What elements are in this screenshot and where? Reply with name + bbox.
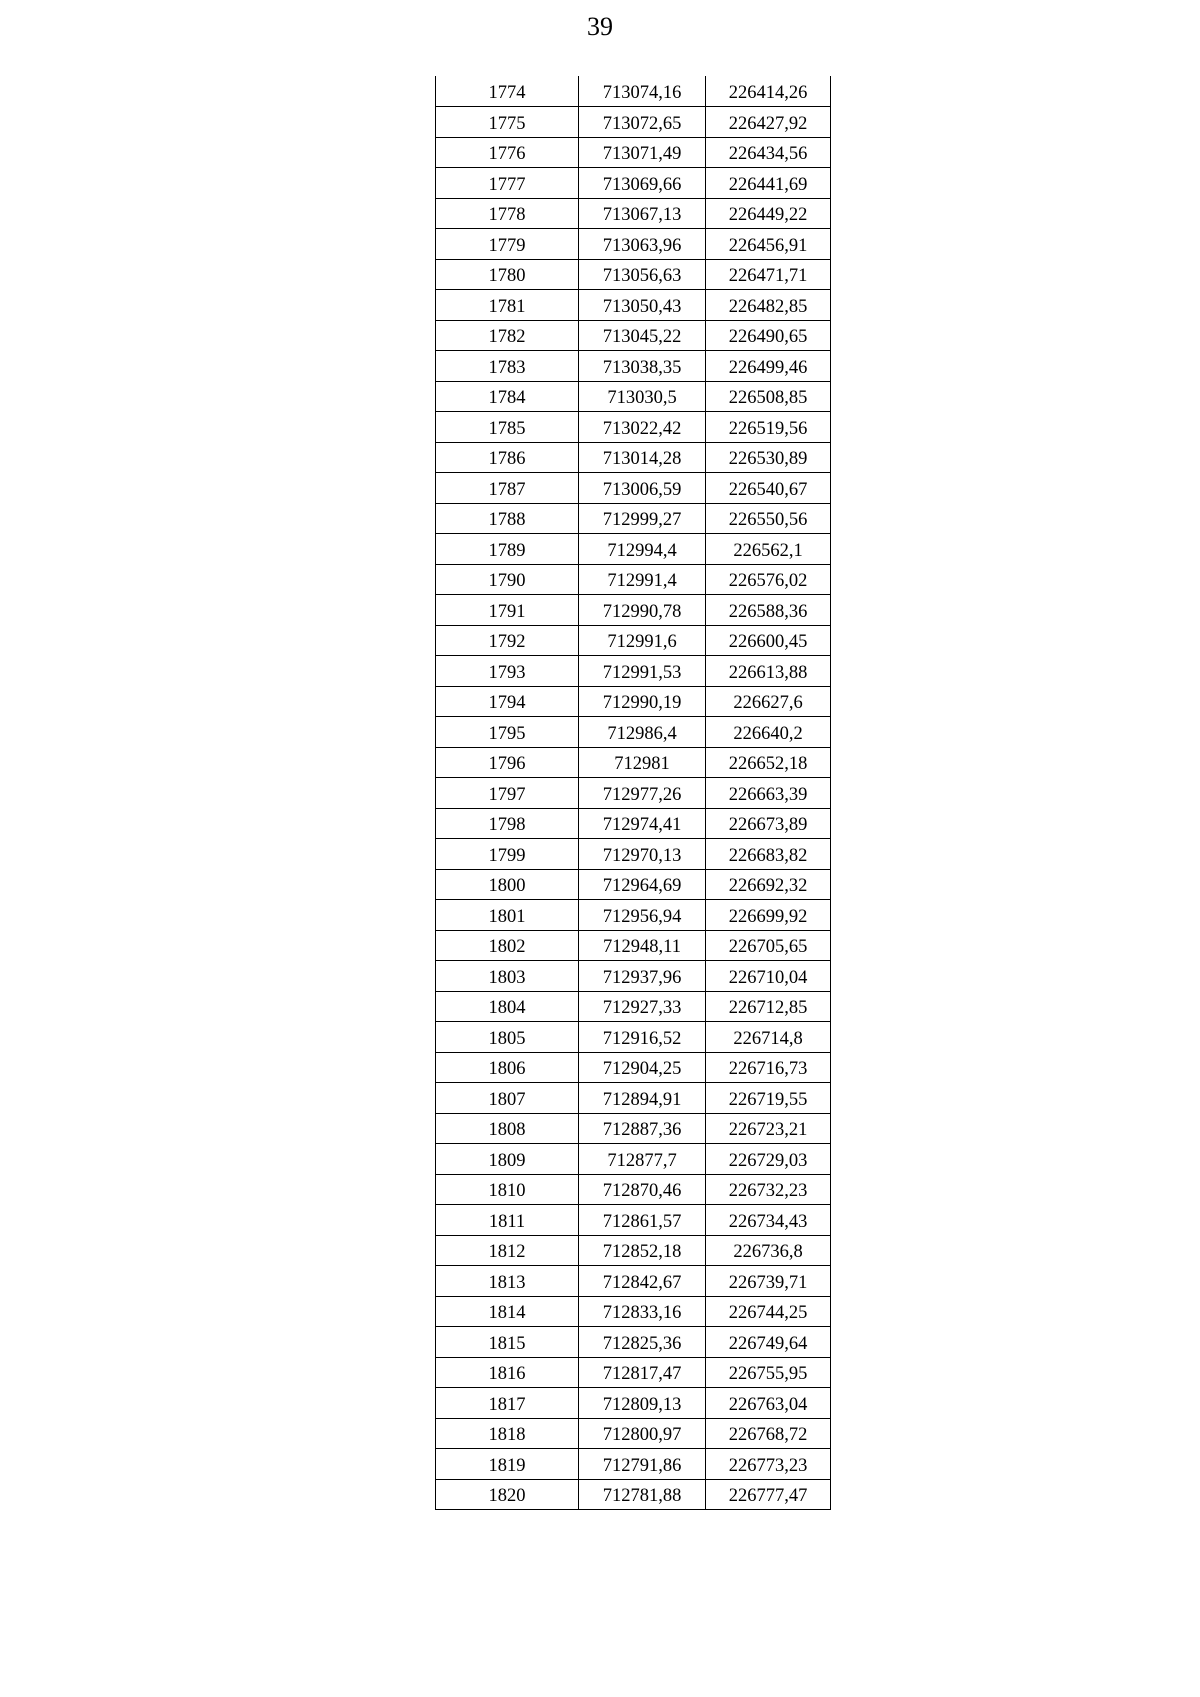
y-coordinate-cell: 226710,04 — [706, 961, 831, 992]
point-number-cell: 1811 — [436, 1205, 579, 1236]
x-coordinate-cell: 712990,19 — [579, 686, 706, 717]
table-row — [436, 1144, 831, 1175]
table-row — [436, 381, 831, 412]
point-number-cell: 1801 — [436, 900, 579, 931]
point-number-cell: 1815 — [436, 1327, 579, 1358]
table-row — [436, 595, 831, 626]
point-number-cell: 1805 — [436, 1022, 579, 1053]
table-row — [436, 1388, 831, 1419]
table-row — [436, 930, 831, 961]
y-coordinate-cell: 226673,89 — [706, 808, 831, 839]
x-coordinate-cell: 712991,53 — [579, 656, 706, 687]
x-coordinate-cell: 713030,5 — [579, 381, 706, 412]
table-row — [436, 1357, 831, 1388]
x-coordinate-cell: 712870,46 — [579, 1174, 706, 1205]
x-coordinate-cell: 712990,78 — [579, 595, 706, 626]
table-row — [436, 503, 831, 534]
table-row — [436, 76, 831, 107]
x-coordinate-cell: 712999,27 — [579, 503, 706, 534]
table-row — [436, 534, 831, 565]
y-coordinate-cell: 226755,95 — [706, 1357, 831, 1388]
x-coordinate-cell: 712927,33 — [579, 991, 706, 1022]
point-number-cell: 1809 — [436, 1144, 579, 1175]
x-coordinate-cell: 712877,7 — [579, 1144, 706, 1175]
y-coordinate-cell: 226712,85 — [706, 991, 831, 1022]
x-coordinate-cell: 713072,65 — [579, 107, 706, 138]
x-coordinate-cell: 712964,69 — [579, 869, 706, 900]
y-coordinate-cell: 226600,45 — [706, 625, 831, 656]
y-coordinate-cell: 226723,21 — [706, 1113, 831, 1144]
y-coordinate-cell: 226732,23 — [706, 1174, 831, 1205]
point-number-cell: 1787 — [436, 473, 579, 504]
table-row — [436, 198, 831, 229]
x-coordinate-cell: 712842,67 — [579, 1266, 706, 1297]
y-coordinate-cell: 226456,91 — [706, 229, 831, 260]
point-number-cell: 1819 — [436, 1449, 579, 1480]
x-coordinate-cell: 712809,13 — [579, 1388, 706, 1419]
y-coordinate-cell: 226683,82 — [706, 839, 831, 870]
table-row — [436, 320, 831, 351]
x-coordinate-cell: 712887,36 — [579, 1113, 706, 1144]
point-number-cell: 1786 — [436, 442, 579, 473]
y-coordinate-cell: 226434,56 — [706, 137, 831, 168]
y-coordinate-cell: 226540,67 — [706, 473, 831, 504]
y-coordinate-cell: 226719,55 — [706, 1083, 831, 1114]
table-row — [436, 564, 831, 595]
y-coordinate-cell: 226499,46 — [706, 351, 831, 382]
x-coordinate-cell: 712861,57 — [579, 1205, 706, 1236]
point-number-cell: 1794 — [436, 686, 579, 717]
table-row — [436, 1174, 831, 1205]
y-coordinate-cell: 226652,18 — [706, 747, 831, 778]
point-number-cell: 1789 — [436, 534, 579, 565]
x-coordinate-cell: 712781,88 — [579, 1479, 706, 1510]
table-row — [436, 1449, 831, 1480]
y-coordinate-cell: 226773,23 — [706, 1449, 831, 1480]
y-coordinate-cell: 226613,88 — [706, 656, 831, 687]
y-coordinate-cell: 226576,02 — [706, 564, 831, 595]
y-coordinate-cell: 226627,6 — [706, 686, 831, 717]
point-number-cell: 1777 — [436, 168, 579, 199]
coordinates-table-body — [436, 76, 831, 1510]
point-number-cell: 1802 — [436, 930, 579, 961]
y-coordinate-cell: 226449,22 — [706, 198, 831, 229]
x-coordinate-cell: 712894,91 — [579, 1083, 706, 1114]
point-number-cell: 1797 — [436, 778, 579, 809]
table-row — [436, 351, 831, 382]
table-row — [436, 961, 831, 992]
table-row — [436, 1022, 831, 1053]
table-row — [436, 717, 831, 748]
x-coordinate-cell: 712970,13 — [579, 839, 706, 870]
point-number-cell: 1792 — [436, 625, 579, 656]
x-coordinate-cell: 713022,42 — [579, 412, 706, 443]
table-row — [436, 229, 831, 260]
table-row — [436, 869, 831, 900]
x-coordinate-cell: 713056,63 — [579, 259, 706, 290]
table-row — [436, 1418, 831, 1449]
point-number-cell: 1796 — [436, 747, 579, 778]
table-row — [436, 991, 831, 1022]
y-coordinate-cell: 226734,43 — [706, 1205, 831, 1236]
y-coordinate-cell: 226699,92 — [706, 900, 831, 931]
point-number-cell: 1788 — [436, 503, 579, 534]
x-coordinate-cell: 712991,4 — [579, 564, 706, 595]
y-coordinate-cell: 226519,56 — [706, 412, 831, 443]
table-row — [436, 107, 831, 138]
y-coordinate-cell: 226768,72 — [706, 1418, 831, 1449]
x-coordinate-cell: 713038,35 — [579, 351, 706, 382]
x-coordinate-cell: 712948,11 — [579, 930, 706, 961]
x-coordinate-cell: 712994,4 — [579, 534, 706, 565]
y-coordinate-cell: 226763,04 — [706, 1388, 831, 1419]
y-coordinate-cell: 226705,65 — [706, 930, 831, 961]
x-coordinate-cell: 712986,4 — [579, 717, 706, 748]
table-row — [436, 900, 831, 931]
y-coordinate-cell: 226663,39 — [706, 778, 831, 809]
y-coordinate-cell: 226744,25 — [706, 1296, 831, 1327]
table-row — [436, 290, 831, 321]
x-coordinate-cell: 712852,18 — [579, 1235, 706, 1266]
x-coordinate-cell: 712833,16 — [579, 1296, 706, 1327]
x-coordinate-cell: 713074,16 — [579, 76, 706, 107]
table-row — [436, 1266, 831, 1297]
point-number-cell: 1807 — [436, 1083, 579, 1114]
y-coordinate-cell: 226714,8 — [706, 1022, 831, 1053]
y-coordinate-cell: 226749,64 — [706, 1327, 831, 1358]
y-coordinate-cell: 226550,56 — [706, 503, 831, 534]
x-coordinate-cell: 713069,66 — [579, 168, 706, 199]
x-coordinate-cell: 712791,86 — [579, 1449, 706, 1480]
coordinates-table — [435, 76, 831, 1510]
y-coordinate-cell: 226562,1 — [706, 534, 831, 565]
y-coordinate-cell: 226414,26 — [706, 76, 831, 107]
point-number-cell: 1775 — [436, 107, 579, 138]
x-coordinate-cell: 713045,22 — [579, 320, 706, 351]
point-number-cell: 1795 — [436, 717, 579, 748]
table-row — [436, 1327, 831, 1358]
point-number-cell: 1810 — [436, 1174, 579, 1205]
x-coordinate-cell: 713006,59 — [579, 473, 706, 504]
table-row — [436, 625, 831, 656]
point-number-cell: 1804 — [436, 991, 579, 1022]
point-number-cell: 1790 — [436, 564, 579, 595]
point-number-cell: 1798 — [436, 808, 579, 839]
y-coordinate-cell: 226640,2 — [706, 717, 831, 748]
point-number-cell: 1808 — [436, 1113, 579, 1144]
table-row — [436, 473, 831, 504]
table-row — [436, 1052, 831, 1083]
point-number-cell: 1803 — [436, 961, 579, 992]
y-coordinate-cell: 226427,92 — [706, 107, 831, 138]
table-row — [436, 747, 831, 778]
table-row — [436, 686, 831, 717]
x-coordinate-cell: 712817,47 — [579, 1357, 706, 1388]
x-coordinate-cell: 712981 — [579, 747, 706, 778]
y-coordinate-cell: 226508,85 — [706, 381, 831, 412]
y-coordinate-cell: 226729,03 — [706, 1144, 831, 1175]
point-number-cell: 1793 — [436, 656, 579, 687]
point-number-cell: 1799 — [436, 839, 579, 870]
point-number-cell: 1816 — [436, 1357, 579, 1388]
y-coordinate-cell: 226588,36 — [706, 595, 831, 626]
point-number-cell: 1774 — [436, 76, 579, 107]
table-row — [436, 259, 831, 290]
point-number-cell: 1778 — [436, 198, 579, 229]
x-coordinate-cell: 712974,41 — [579, 808, 706, 839]
point-number-cell: 1780 — [436, 259, 579, 290]
table-row — [436, 1479, 831, 1510]
table-row — [436, 1205, 831, 1236]
x-coordinate-cell: 713063,96 — [579, 229, 706, 260]
point-number-cell: 1779 — [436, 229, 579, 260]
x-coordinate-cell: 713067,13 — [579, 198, 706, 229]
y-coordinate-cell: 226441,69 — [706, 168, 831, 199]
table-row — [436, 656, 831, 687]
y-coordinate-cell: 226490,65 — [706, 320, 831, 351]
point-number-cell: 1800 — [436, 869, 579, 900]
x-coordinate-cell: 712956,94 — [579, 900, 706, 931]
point-number-cell: 1783 — [436, 351, 579, 382]
point-number-cell: 1818 — [436, 1418, 579, 1449]
x-coordinate-cell: 713050,43 — [579, 290, 706, 321]
table-row — [436, 412, 831, 443]
point-number-cell: 1785 — [436, 412, 579, 443]
table-row — [436, 1113, 831, 1144]
x-coordinate-cell: 713071,49 — [579, 137, 706, 168]
point-number-cell: 1781 — [436, 290, 579, 321]
table-row — [436, 442, 831, 473]
page-number: 39 — [587, 12, 613, 41]
point-number-cell: 1806 — [436, 1052, 579, 1083]
y-coordinate-cell: 226530,89 — [706, 442, 831, 473]
x-coordinate-cell: 712977,26 — [579, 778, 706, 809]
y-coordinate-cell: 226692,32 — [706, 869, 831, 900]
x-coordinate-cell: 712937,96 — [579, 961, 706, 992]
point-number-cell: 1813 — [436, 1266, 579, 1297]
table-row — [436, 1235, 831, 1266]
point-number-cell: 1817 — [436, 1388, 579, 1419]
x-coordinate-cell: 713014,28 — [579, 442, 706, 473]
x-coordinate-cell: 712800,97 — [579, 1418, 706, 1449]
table-row — [436, 137, 831, 168]
table-row — [436, 778, 831, 809]
y-coordinate-cell: 226471,71 — [706, 259, 831, 290]
x-coordinate-cell: 712825,36 — [579, 1327, 706, 1358]
point-number-cell: 1782 — [436, 320, 579, 351]
table-row — [436, 168, 831, 199]
point-number-cell: 1784 — [436, 381, 579, 412]
y-coordinate-cell: 226716,73 — [706, 1052, 831, 1083]
table-row — [436, 839, 831, 870]
table-row — [436, 1083, 831, 1114]
point-number-cell: 1791 — [436, 595, 579, 626]
y-coordinate-cell: 226736,8 — [706, 1235, 831, 1266]
point-number-cell: 1776 — [436, 137, 579, 168]
table-row — [436, 1296, 831, 1327]
point-number-cell: 1820 — [436, 1479, 579, 1510]
point-number-cell: 1814 — [436, 1296, 579, 1327]
x-coordinate-cell: 712904,25 — [579, 1052, 706, 1083]
table-row — [436, 808, 831, 839]
x-coordinate-cell: 712916,52 — [579, 1022, 706, 1053]
y-coordinate-cell: 226739,71 — [706, 1266, 831, 1297]
point-number-cell: 1812 — [436, 1235, 579, 1266]
x-coordinate-cell: 712991,6 — [579, 625, 706, 656]
y-coordinate-cell: 226777,47 — [706, 1479, 831, 1510]
y-coordinate-cell: 226482,85 — [706, 290, 831, 321]
